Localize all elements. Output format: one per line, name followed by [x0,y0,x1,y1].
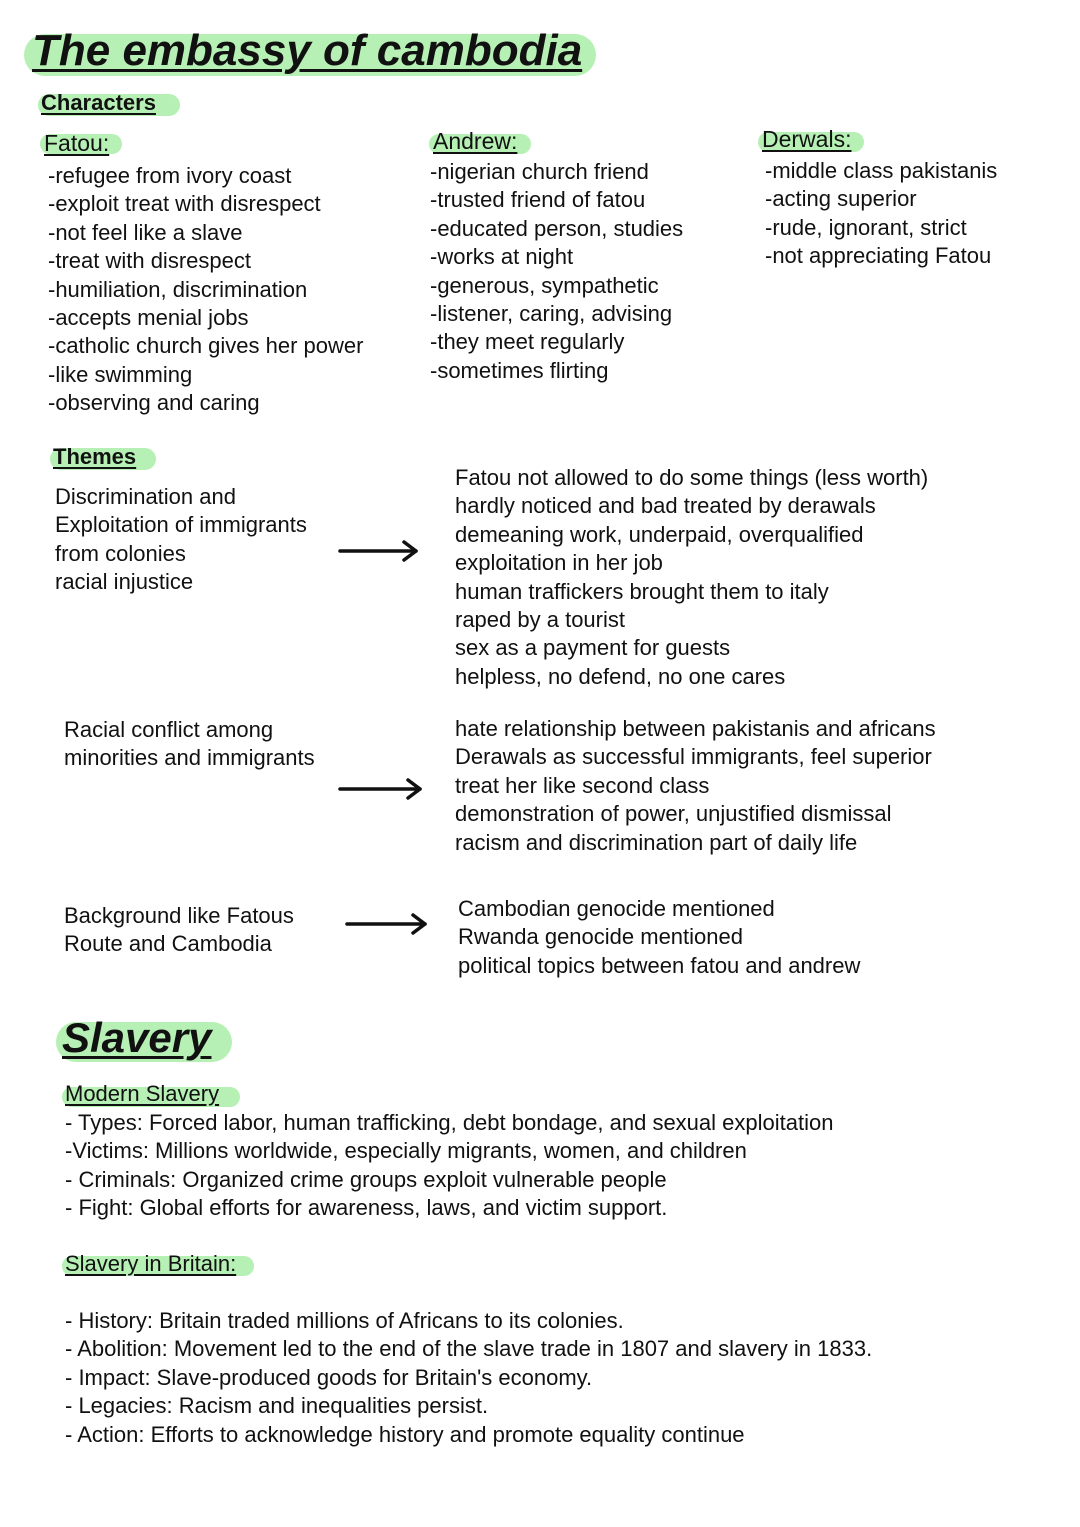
list-item: -trusted friend of fatou [430,187,646,213]
list-item: human traffickers brought them to italy [455,578,829,604]
list-item: -nigerian church friend [430,159,649,184]
list-item: racism and discrimination part of daily life [455,829,858,855]
list-item: hardly noticed and bad treated by derawals [455,493,876,519]
characters-heading: Characters [41,90,156,115]
list-item: -Victims: Millions worldwide, especially migrants, women, and children [65,1138,747,1164]
list-item: demeaning work, underpaid, overqualified [455,521,864,547]
fatou-traits [48,162,363,418]
list-item: - History: Britain traded millions of Africans to its colonies. [65,1308,624,1333]
list-item: - Fight: Global efforts for awareness, laws, and victim support. [65,1195,668,1221]
andrew-name: Andrew: [433,128,518,154]
list-item: - Action: Efforts to acknowledge history and promote equality continue [65,1421,745,1447]
list-item: -refugee from ivory coast [48,163,292,188]
theme-1-points [455,464,928,691]
list-item: -they meet regularly [430,329,625,355]
list-item: -not feel like a slave [48,219,243,245]
britain-slavery-points [65,1307,872,1449]
list-item: Rwanda genocide mentioned [458,924,743,950]
list-item: -generous, sympathetic [430,272,659,298]
list-item: - Abolition: Movement led to the end of the slave trade in 1807 and slavery in 1833. [65,1336,873,1362]
arrow-right-icon [338,539,420,563]
list-item: Fatou not allowed to do some things (less worth) [455,465,929,490]
list-item: -observing and caring [48,390,260,416]
page-title: The embassy of cambodia [32,26,583,75]
andrew-traits [430,158,683,385]
theme-2-points [455,715,936,857]
list-item: -acting superior [765,186,917,212]
themes-heading: Themes [53,444,137,469]
list-item: -educated person, studies [430,215,684,241]
theme-1-title: Discrimination and Exploitation of immigrants from colonies racial injustice [55,484,307,595]
arrow-right-icon [345,912,429,936]
list-item: demonstration of power, unjustified dismissal [455,801,892,827]
list-item: -humiliation, discrimination [48,276,308,302]
arrow-right-icon [338,777,424,801]
fatou-name: Fatou: [44,130,110,156]
derwals-traits [765,157,997,271]
list-item: Cambodian genocide mentioned [458,896,775,921]
list-item: -listener, caring, advising [430,301,673,327]
theme-3-points [458,895,860,980]
list-item: - Types: Forced labor, human trafficking, debt bondage, and sexual exploitation [65,1110,834,1135]
list-item: exploitation in her job [455,550,663,576]
list-item: sex as a payment for guests [455,635,731,661]
derwals-name: Derwals: [762,126,852,152]
list-item: - Legacies: Racism and inequalities persist. [65,1393,489,1419]
list-item: -accepts menial jobs [48,305,249,331]
list-item: -exploit treat with disrespect [48,191,321,217]
britain-slavery-heading: Slavery in Britain: [65,1251,237,1276]
theme-2-title: Racial conflict among minorities and immigrants [64,717,315,771]
list-item: political topics between fatou and andrew [458,952,861,978]
list-item: helpless, no defend, no one cares [455,663,786,689]
modern-slavery-points [65,1109,833,1223]
theme-3-title: Background like Fatous Route and Cambodia [64,903,294,957]
list-item: -treat with disrespect [48,248,251,274]
list-item: -catholic church gives her power [48,333,364,359]
list-item: -not appreciating Fatou [765,243,992,269]
list-item: -middle class pakistanis [765,158,998,183]
list-item: - Criminals: Organized crime groups exploit vulnerable people [65,1166,667,1192]
list-item: Derawals as successful immigrants, feel superior [455,744,932,770]
slavery-heading: Slavery [62,1014,212,1061]
list-item: treat her like second class [455,772,710,798]
list-item: -rude, ignorant, strict [765,214,967,240]
list-item: hate relationship between pakistanis and africans [455,716,936,741]
list-item: raped by a tourist [455,607,625,633]
list-item: -works at night [430,244,574,270]
modern-slavery-heading: Modern Slavery [65,1081,220,1106]
list-item: -like swimming [48,361,193,387]
list-item: -sometimes flirting [430,357,609,383]
list-item: - Impact: Slave-produced goods for Britain's economy. [65,1364,593,1390]
